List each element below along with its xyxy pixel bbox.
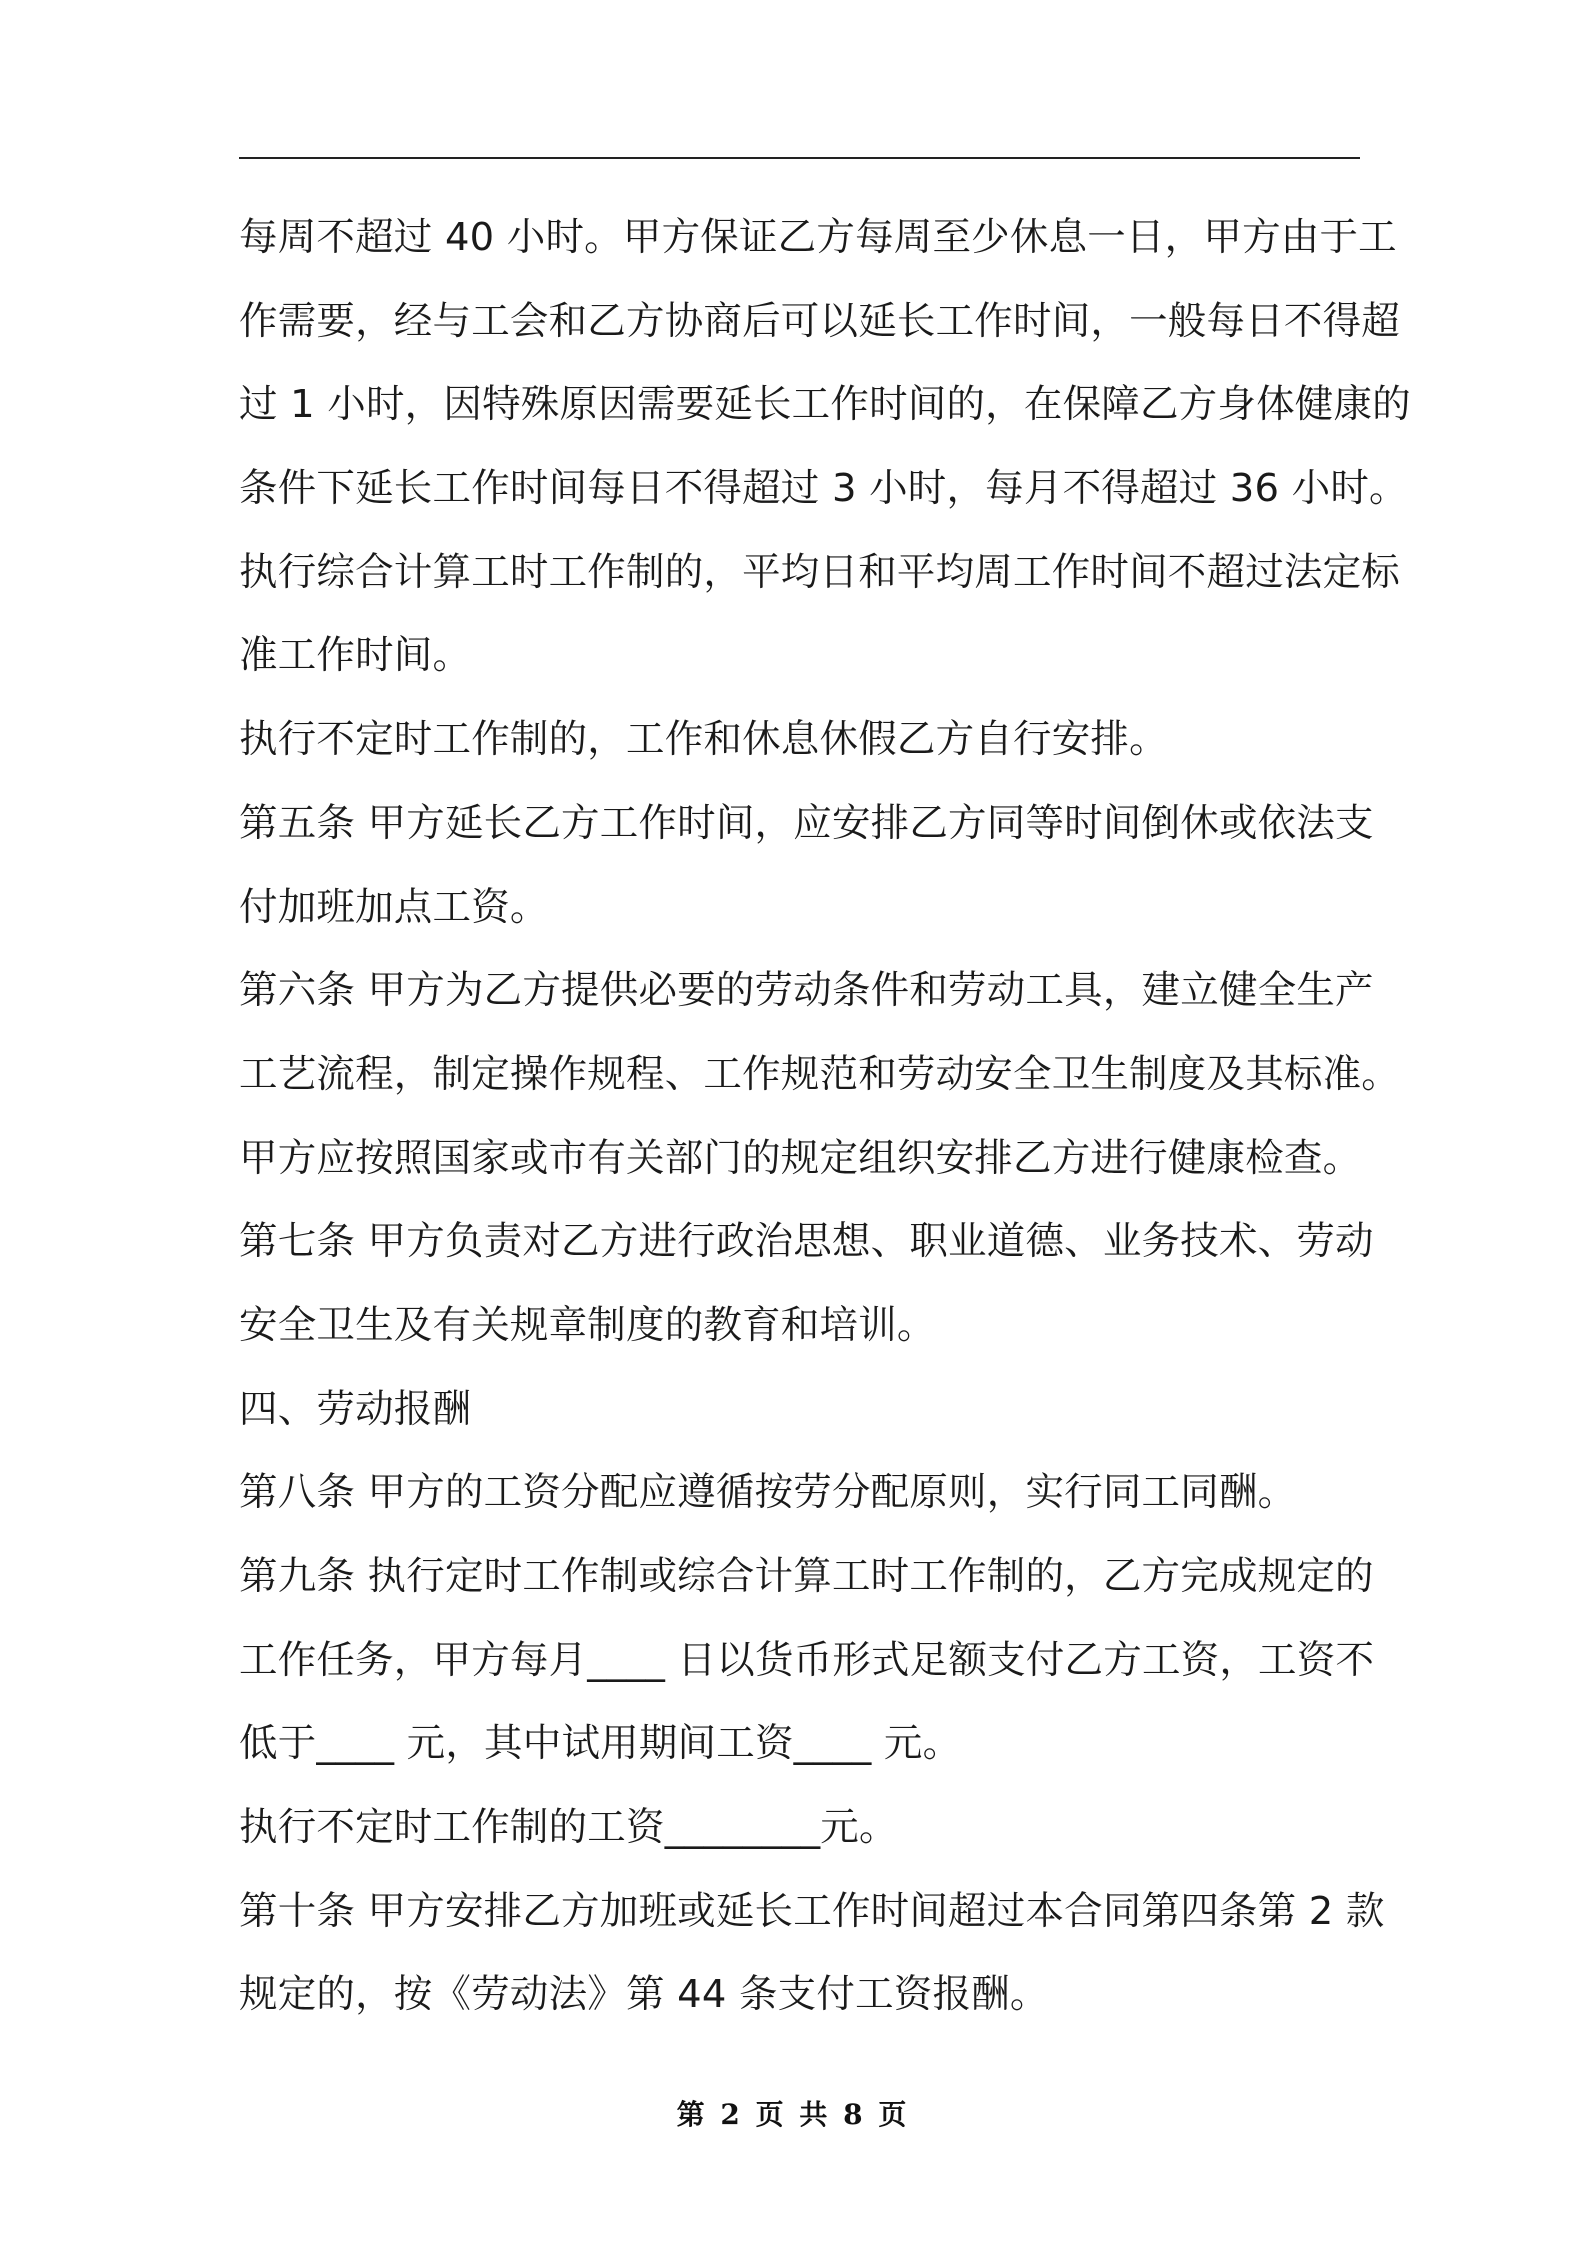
- text-line: 执行不定时工作制的，工作和休息休假乙方自行安排。: [239, 717, 1168, 763]
- text-line: 过 1 小时，因特殊原因需要延长工作时间的，在保障乙方身体健康的: [239, 382, 1411, 428]
- text-line: 规定的，按《劳动法》第 44 条支付工资报酬。: [239, 1972, 1049, 2018]
- article-10-line: 第十条 甲方安排乙方加班或延长工作时间超过本合同第四条第 2 款: [239, 1888, 1385, 1934]
- article-5-line: 第五条 甲方延长乙方工作时间，应安排乙方同等时间倒休或依法支: [239, 800, 1374, 846]
- text-line: 执行不定时工作制的工资________元。: [239, 1805, 898, 1851]
- text-line: 甲方应按照国家或市有关部门的规定组织安排乙方进行健康检查。: [239, 1135, 1362, 1181]
- article-6-line: 第六条 甲方为乙方提供必要的劳动条件和劳动工具，建立健全生产: [239, 968, 1374, 1014]
- text-line: 执行综合计算工时工作制的，平均日和平均周工作时间不超过法定标: [239, 549, 1401, 595]
- section-heading: 四、劳动报酬: [239, 1386, 472, 1432]
- header-rule: [239, 157, 1360, 159]
- text-line: 条件下延长工作时间每日不得超过 3 小时，每月不得超过 36 小时。: [239, 466, 1408, 512]
- article-8-line: 第八条 甲方的工资分配应遵循按劳分配原则，实行同工同酬。: [239, 1470, 1297, 1516]
- text-line: 工作任务，甲方每月____ 日以货币形式足额支付乙方工资，工资不: [239, 1637, 1375, 1683]
- text-line: 工艺流程，制定操作规程、工作规范和劳动安全卫生制度及其标准。: [239, 1051, 1401, 1097]
- article-9-line: 第九条 执行定时工作制或综合计算工时工作制的，乙方完成规定的: [239, 1554, 1374, 1599]
- text-line: 付加班加点工资。: [239, 884, 549, 930]
- page-number: 第 2 页 共 8 页: [676, 2098, 910, 2131]
- text-line: 作需要，经与工会和乙方协商后可以延长工作时间，一般每日不得超: [239, 298, 1401, 344]
- document-body: [239, 196, 1411, 2037]
- text-line: 每周不超过 40 小时。甲方保证乙方每周至少休息一日，甲方由于工: [239, 215, 1397, 260]
- text-line: 低于____ 元，其中试用期间工资____ 元。: [239, 1721, 962, 1767]
- text-line: 安全卫生及有关规章制度的教育和培训。: [239, 1302, 936, 1348]
- text-line: 准工作时间。: [239, 633, 472, 679]
- article-7-line: 第七条 甲方负责对乙方进行政治思想、职业道德、业务技术、劳动: [239, 1219, 1374, 1265]
